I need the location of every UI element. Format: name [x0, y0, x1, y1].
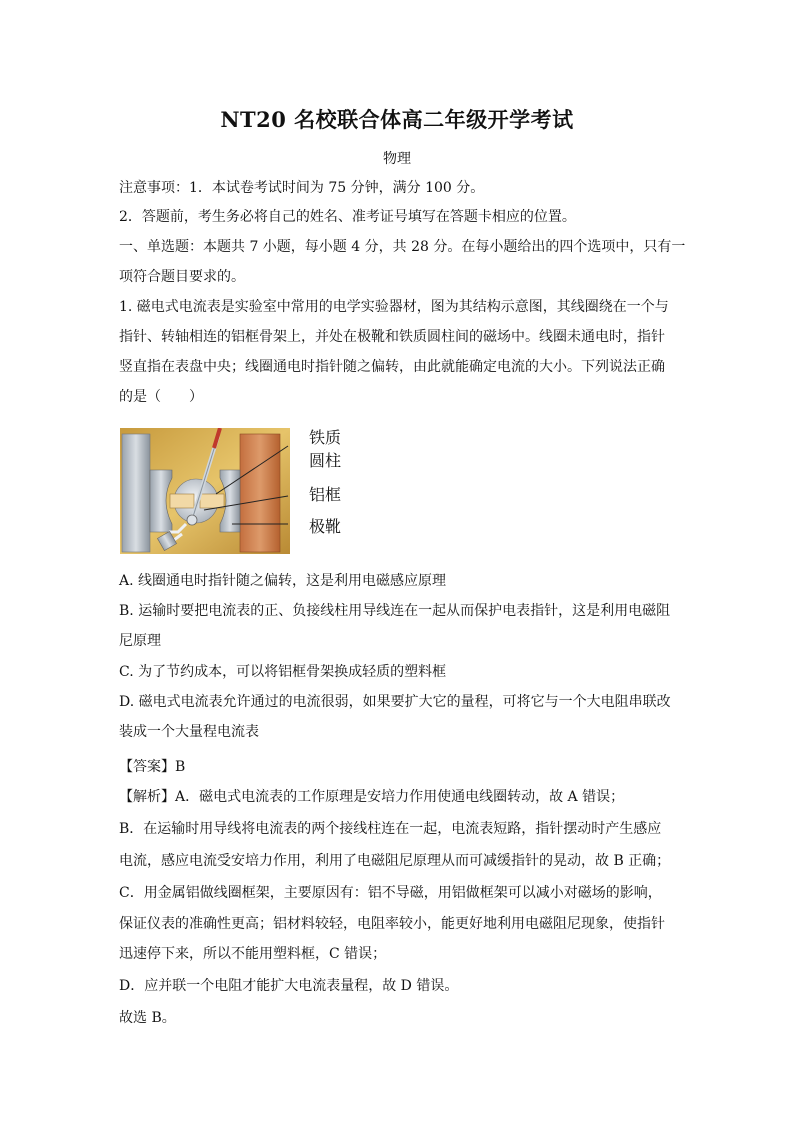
option-c: C. 为了节约成本，可以将铝框骨架换成轻质的塑料框	[119, 664, 447, 680]
label-pole-shoe: 极靴	[309, 517, 342, 536]
question-stem-line-2: 指针、转轴相连的铝框骨架上，并处在极靴和铁质圆柱间的磁场中。线圈未通电时，指针	[119, 329, 665, 345]
analysis-line-2: B．在运输时用导线将电流表的两个接线柱连在一起，电流表短路，指针摆动时产生感应	[119, 821, 662, 837]
option-d-line-1: D. 磁电式电流表允许通过的电流很弱，如果要扩大它的量程，可将它与一个大电阻串联改	[119, 694, 671, 710]
exam-title: NT20 名校联合体高二年级开学考试	[220, 107, 574, 132]
option-d-line-2: 装成一个大量程电流表	[119, 724, 259, 740]
question-stem-line-3: 竖直指在表盘中央；线圈通电时指针随之偏转，由此就能确定电流的大小。下列说法正确	[119, 359, 665, 375]
galvanometer-illustration	[120, 428, 290, 554]
option-b-line-2: 尼原理	[119, 633, 161, 649]
answer-line: 【答案】B	[119, 759, 186, 775]
analysis-line-5: 保证仪表的准确性更高；铝材料较轻，电阻率较小，能更好地利用电磁阻尼现象，使指针	[119, 916, 665, 932]
subject-title: 物理	[383, 151, 411, 167]
analysis-line-3: 电流，感应电流受安培力作用，利用了电磁阻尼原理从而可减缓指针的晃动，故 B 正确；	[119, 853, 671, 869]
analysis-line-1: 【解析】A．磁电式电流表的工作原理是安培力作用使通电线圈转动，故 A 错误；	[119, 789, 625, 805]
label-iron-cylinder-1: 铁质	[309, 428, 342, 447]
question-stem-line-4: 的是（ ）	[119, 389, 203, 405]
section-heading-line-1: 一、单选题：本题共 7 小题，每小题 4 分，共 28 分。在每小题给出的四个选项中，只有一	[119, 239, 686, 255]
galvanometer-figure	[120, 428, 290, 554]
analysis-line-4: C．用金属铝做线圈框架，主要原因有：铝不导磁，用铝做框架可以减小对磁场的影响，	[119, 885, 662, 901]
option-a: A. 线圈通电时指针随之偏转，这是利用电磁感应原理	[119, 573, 447, 589]
label-aluminum-frame: 铝框	[309, 485, 342, 504]
option-b-line-1: B. 运输时要把电流表的正、负接线柱用导线连在一起从而保护电表指针，这是利用电磁阻	[119, 603, 671, 619]
label-iron-cylinder-2: 圆柱	[309, 451, 342, 470]
analysis-conclusion: 故选 B。	[119, 1010, 176, 1026]
analysis-line-6: 迅速停下来，所以不能用塑料框，C 错误；	[119, 946, 387, 962]
question-stem-line-1: 1. 磁电式电流表是实验室中常用的电学实验器材，图为其结构示意图，其线圈绕在一个与	[119, 299, 669, 315]
section-heading-line-2: 项符合题目要求的。	[119, 269, 245, 285]
notes-line-1: 注意事项：1．本试卷考试时间为 75 分钟，满分 100 分。	[119, 180, 485, 196]
notes-line-2: 2．答题前，考生务必将自己的姓名、准考证号填写在答题卡相应的位置。	[119, 209, 576, 225]
analysis-line-7: D．应并联一个电阻才能扩大电流表量程，故 D 错误。	[119, 978, 459, 994]
